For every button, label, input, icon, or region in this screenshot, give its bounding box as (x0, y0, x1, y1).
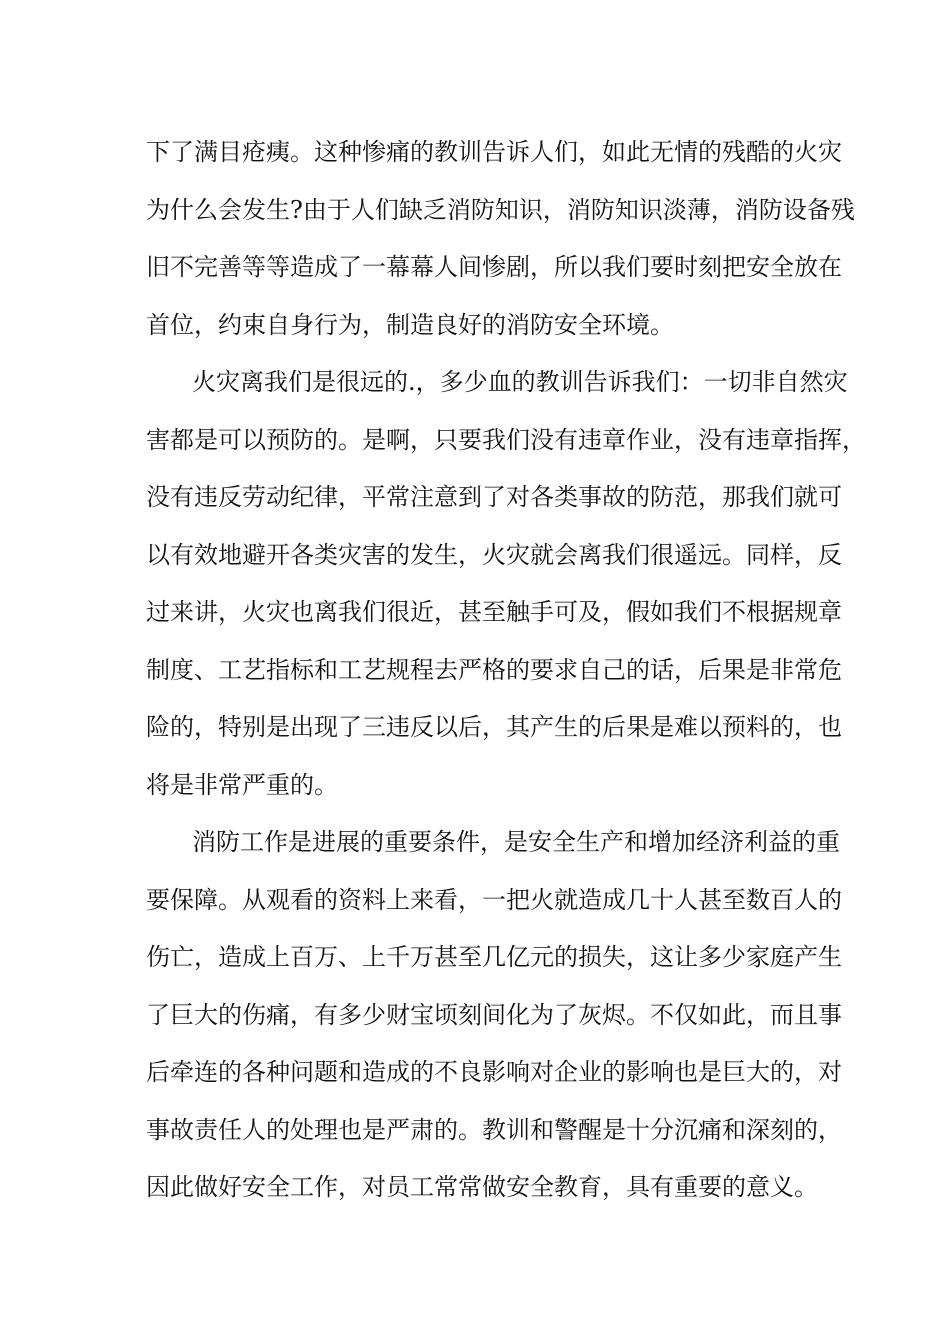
text-line: 过来讲，火灾也离我们很近，甚至触手可及，假如我们不根据规章 (146, 598, 842, 626)
text-line: 将是非常严重的。 (146, 770, 338, 799)
text-line: 要保障。从观看的资料上来看，一把火就造成几十人甚至数百人的 (146, 885, 842, 914)
text-line: 以有效地避开各类灾害的发生，火灾就会离我们很遥远。同样，反 (146, 540, 842, 569)
text-line: 了巨大的伤痛，有多少财宝顷刻间化为了灰烬。不仅如此，而且事 (146, 1000, 842, 1029)
text-line: 下了满目疮痍。这种惨痛的教训告诉人们，如此无情的残酷的火灾 (146, 138, 842, 166)
text-line: 险的，特别是出现了三违反以后，其产生的后果是难以预料的，也 (146, 713, 842, 741)
text-line: 害都是可以预防的。是啊，只要我们没有违章作业，没有违章指挥， (146, 425, 866, 454)
text-line: 制度、工艺指标和工艺规程去严格的要求自己的话，后果是非常危 (146, 655, 842, 684)
text-line: 首位，约束自身行为，制造良好的消防安全环境。 (146, 310, 674, 339)
text-line: 没有违反劳动纪律，平常注意到了对各类事故的防范，那我们就可 (146, 483, 842, 511)
text-line: 为什么会发生?由于人们缺乏消防知识，消防知识淡薄，消防设备残 (146, 195, 855, 224)
text-line: 消防工作是进展的重要条件，是安全生产和增加经济利益的重 (192, 828, 840, 856)
text-line: 火灾离我们是很远的.，多少血的教训告诉我们：一切非自然灾 (192, 368, 848, 396)
text-line: 因此做好安全工作，对员工常常做安全教育，具有重要的意义。 (146, 1173, 818, 1201)
paragraph-1 (146, 124, 855, 354)
paragraph-3 (146, 814, 842, 1217)
text-line: 后牵连的各种问题和造成的不良影响对企业的影响也是巨大的，对 (146, 1058, 842, 1086)
text-line: 旧不完善等等造成了一幕幕人间惨剧，所以我们要时刻把安全放在 (146, 253, 842, 281)
text-line: 事故责任人的处理也是严肃的。教训和警醒是十分沉痛和深刻的， (146, 1115, 842, 1144)
document-body (146, 124, 866, 1217)
paragraph-2 (146, 354, 866, 814)
text-line: 伤亡，造成上百万、上千万甚至几亿元的损失，这让多少家庭产生 (146, 943, 842, 971)
